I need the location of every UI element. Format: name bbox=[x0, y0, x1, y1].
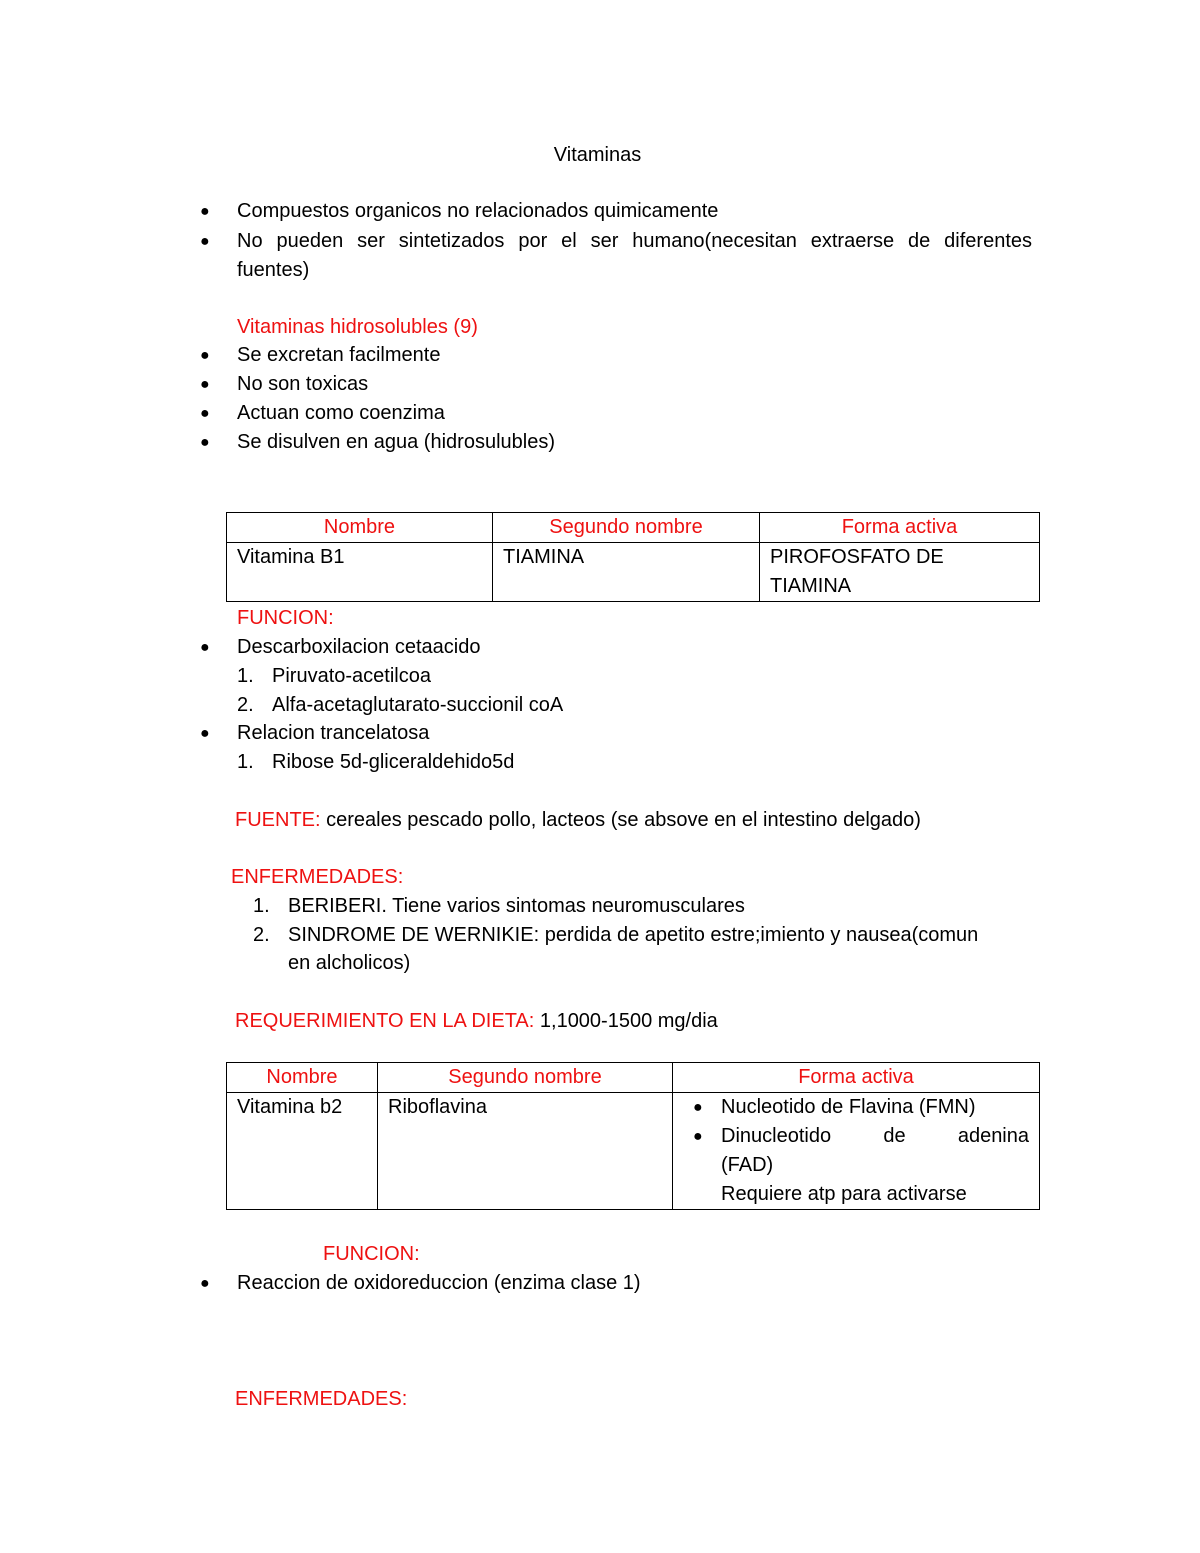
bullet-dot: ● bbox=[200, 233, 210, 250]
b1-enfermedades-label: ENFERMEDADES: bbox=[231, 866, 404, 888]
bullet-dot: ● bbox=[200, 405, 210, 422]
forma-item-note: Requiere atp para activarse bbox=[721, 1183, 967, 1205]
bullet-dot: ● bbox=[200, 376, 210, 393]
bullet-dot: ● bbox=[200, 347, 210, 364]
forma-item: ● Dinucleotido de adenina bbox=[683, 1122, 1029, 1151]
bullet-dot: ● bbox=[200, 434, 210, 451]
b1-funcion-bullet-1: Descarboxilacion cetaacido bbox=[237, 636, 481, 658]
header-forma-activa: Forma activa bbox=[760, 513, 1040, 543]
fuente-text: cereales pescado pollo, lacteos (se absove en el intestino delgado) bbox=[320, 809, 921, 831]
b2-funcion-bullet: Reaccion de oxidoreduccion (enzima clase 1) bbox=[237, 1272, 641, 1294]
forma-item: ● Nucleotido de Flavina (FMN) bbox=[683, 1093, 1029, 1122]
b1-sub-item-1: Piruvato-acetilcoa bbox=[272, 665, 431, 687]
bullet-dot: ● bbox=[200, 725, 210, 742]
cell-forma-activa: PIROFOSFATO DE TIAMINA bbox=[760, 543, 1040, 602]
cell-forma-activa bbox=[673, 1093, 1040, 1210]
requerimiento-value: 1,1000-1500 mg/dia bbox=[534, 1010, 718, 1032]
b1-fuente bbox=[235, 806, 921, 835]
list-number: 1. bbox=[237, 665, 254, 687]
header-segundo-nombre: Segundo nombre bbox=[378, 1063, 673, 1093]
header-nombre: Nombre bbox=[227, 513, 493, 543]
b1-funcion-label: FUNCION: bbox=[237, 607, 334, 629]
b1-funcion-bullet-2: Relacion trancelatosa bbox=[237, 722, 430, 744]
b2-funcion-label: FUNCION: bbox=[323, 1243, 420, 1265]
cell-nombre: Vitamina B1 bbox=[227, 543, 493, 602]
list-number: 2. bbox=[253, 924, 270, 946]
bullet-dot: ● bbox=[200, 1275, 210, 1292]
table-row bbox=[227, 1093, 1040, 1210]
intro-bullet-2: No pueden ser sintetizados por el ser humano(necesitan extraerse de diferentes bbox=[237, 230, 1032, 252]
b1-enfermedad-1: BERIBERI. Tiene varios sintomas neuromusculares bbox=[288, 895, 745, 917]
b1-sub-item-2: Alfa-acetaglutarato-succionil coA bbox=[272, 694, 564, 716]
bullet-dot: ● bbox=[693, 1099, 703, 1116]
list-number: 2. bbox=[237, 694, 254, 716]
intro-bullet-2-cont: fuentes) bbox=[237, 259, 310, 281]
b2-enfermedades-label: ENFERMEDADES: bbox=[235, 1388, 408, 1410]
cell-segundo-nombre: Riboflavina bbox=[378, 1093, 673, 1210]
hidro-bullet-2: No son toxicas bbox=[237, 373, 369, 395]
hidro-bullet-4: Se disulven en agua (hidrosulubles) bbox=[237, 431, 555, 453]
cell-segundo-nombre: TIAMINA bbox=[493, 543, 760, 602]
b1-enfermedad-2-cont: en alcholicos) bbox=[288, 952, 411, 974]
b1-sub-item-3: Ribose 5d-gliceraldehido5d bbox=[272, 751, 515, 773]
header-forma-activa: Forma activa bbox=[673, 1063, 1040, 1093]
list-number: 1. bbox=[237, 751, 254, 773]
page-title: Vitaminas bbox=[553, 144, 642, 166]
b1-enfermedad-2: SINDROME DE WERNIKIE: perdida de apetito estre;imiento y nausea(comun bbox=[288, 924, 979, 946]
bullet-dot: ● bbox=[200, 203, 210, 220]
table-header-row bbox=[227, 513, 1040, 543]
b1-requerimiento bbox=[235, 1007, 718, 1036]
hidro-heading: Vitaminas hidrosolubles (9) bbox=[237, 316, 478, 338]
cell-nombre: Vitamina b2 bbox=[227, 1093, 378, 1210]
hidro-bullet-1: Se excretan facilmente bbox=[237, 344, 441, 366]
bullet-dot: ● bbox=[200, 639, 210, 656]
table-row bbox=[227, 543, 1040, 602]
requerimiento-label: REQUERIMIENTO EN LA DIETA: bbox=[235, 1010, 535, 1032]
header-segundo-nombre: Segundo nombre bbox=[493, 513, 760, 543]
fuente-label: FUENTE: bbox=[235, 809, 321, 831]
vitamin-b1-table bbox=[226, 512, 1040, 602]
vitamin-b2-table bbox=[226, 1062, 1040, 1210]
forma-item-cont: (FAD) bbox=[721, 1154, 774, 1176]
table-header-row bbox=[227, 1063, 1040, 1093]
list-number: 1. bbox=[253, 895, 270, 917]
header-nombre: Nombre bbox=[227, 1063, 378, 1093]
bullet-dot: ● bbox=[693, 1128, 703, 1145]
hidro-bullet-3: Actuan como coenzima bbox=[237, 402, 445, 424]
intro-bullet-1: Compuestos organicos no relacionados quimicamente bbox=[237, 200, 719, 222]
